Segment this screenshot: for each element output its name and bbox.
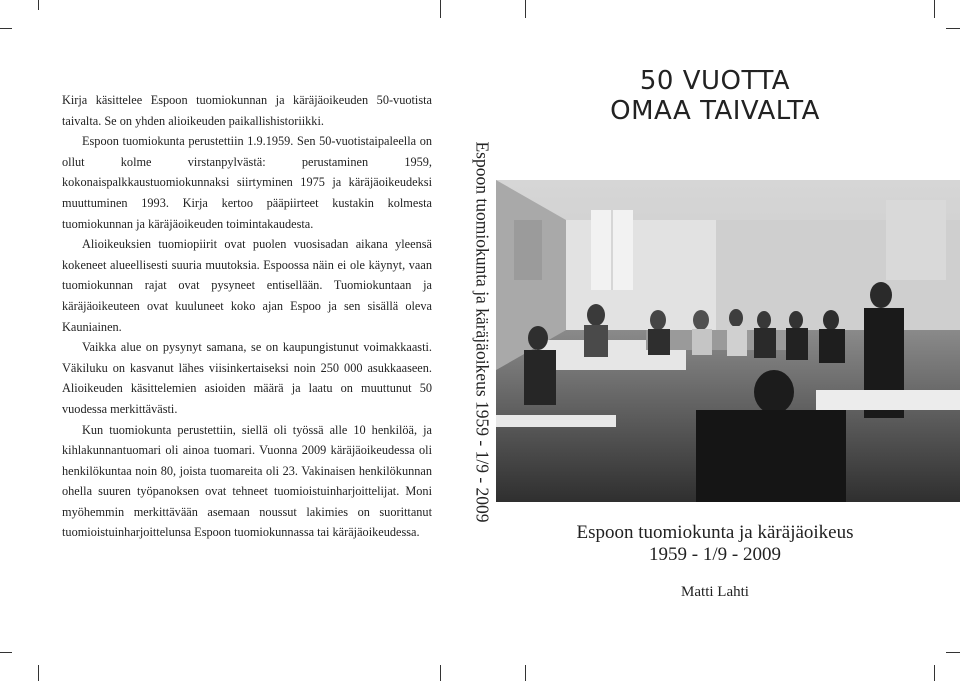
cover-title	[590, 66, 840, 126]
book-spine	[467, 137, 497, 527]
cover-author: Matti Lahti	[681, 584, 749, 600]
cover-subtitle	[560, 522, 870, 566]
crop-mark	[525, 0, 526, 18]
back-cover-paragraph: Espoon tuomiokunta perustettiin 1.9.1959. Sen 50-vuotistaipaleella on ollut kolme virstanpylvästä: perustaminen 1959, kokonaispalkkaustuomiokunnaksi siirtyminen 1975 ja käräjäoikeudeksi muuttuminen 1993. Kirja kertoo pääpiirteet kustakin kolmesta tuomiokunnan ja käräjäoikeuden toimintakaudesta.	[62, 134, 432, 231]
spine-title: Espoon tuomiokunta ja käräjäoikeus 1959 - 1/9 - 2009	[472, 141, 493, 523]
cover-title-line: OMAA TAIVALTA	[610, 96, 820, 126]
crop-mark	[0, 652, 12, 653]
back-cover-paragraph: Vaikka alue on pysynyt samana, se on kaupungistunut voimakkaasti. Väkiluku on kasvanut lähes viisinkertaiseksi noin 250 000 asukkaaseen. Alioikeuden käsittelemien asioiden määrä ja laatu on muuttunut 50 vuodessa merkittävästi.	[62, 340, 432, 416]
crop-mark	[525, 665, 526, 681]
courtroom-photo	[496, 180, 960, 502]
back-cover-paragraph: Kirja käsittelee Espoon tuomiokunnan ja käräjäoikeuden 50-vuotista taivalta. Se on yhden alioikeuden paikallishistoriikki.	[62, 93, 432, 128]
back-cover-paragraph: Kun tuomiokunta perustettiin, siellä oli työssä alle 10 henkilöä, ja kihlakunnantuomari oli ainoa tuomari. Vuonna 2009 käräjäoikeudessa oli henkilökuntaa noin 80, joista tuomareita oli 23. Vakinaisen henkilökunnan ohella suuren työpanoksen ovat tehneet tuomioistuinharjoittelijat. Moni myöhemmin merkittävään asemaan noussut lakimies on suorittanut tuomioistuinharjoittelunsa Espoon tuomiokunnassa tai käräjäoikeudessa.	[62, 422, 432, 540]
cover-title-line: 50 VUOTTA	[639, 66, 791, 96]
crop-mark	[0, 28, 12, 29]
back-cover-paragraph: Alioikeuksien tuomiopiirit ovat puolen vuosisadan aikana yleensä kokeneet alueellisesti suuria muutoksia. Espoossa näin ei ole käynyt, vaan tuomiokunnan rajat ovat pysyneet entisellään. Tuomiokuntaan ja käräjäoikeuteen ovat kuuluneet koko ajan Espoo ja sen sisällä oleva Kauniainen.	[62, 237, 432, 334]
cover-subtitle-line: 1959 - 1/9 - 2009	[649, 544, 781, 565]
crop-mark	[38, 665, 39, 681]
crop-mark	[946, 28, 960, 29]
crop-mark	[38, 0, 39, 10]
crop-mark	[440, 0, 441, 18]
crop-mark	[934, 665, 935, 681]
back-cover-text	[62, 90, 432, 543]
cover-subtitle-line: Espoon tuomiokunta ja käräjäoikeus	[576, 522, 854, 543]
crop-mark	[440, 665, 441, 681]
crop-mark	[934, 0, 935, 18]
crop-mark	[946, 652, 960, 653]
